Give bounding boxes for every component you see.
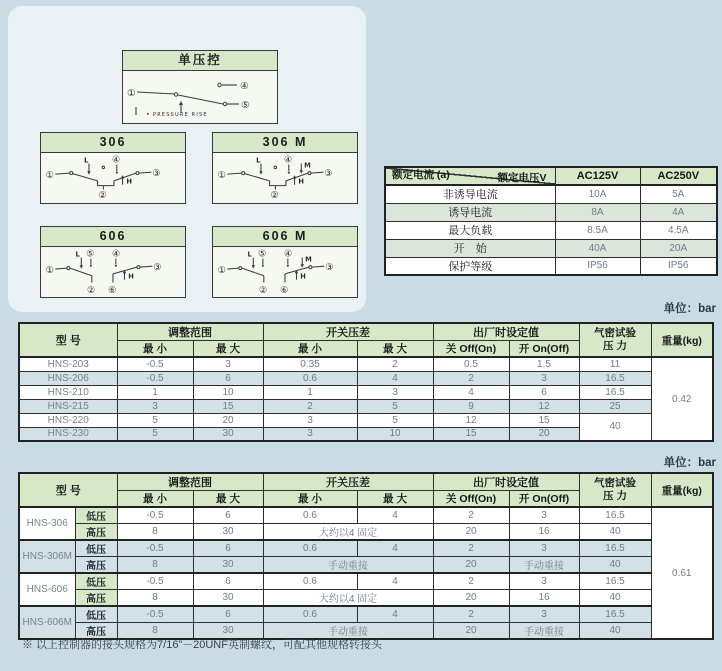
header-off: 关 Off(On) [433,491,509,508]
cell: 3 [509,606,579,623]
cell: 5 [357,413,433,427]
cell: 4 [357,540,433,557]
header-ac250v: AC250V [640,167,717,185]
footnote: ※ 以上控制器的接头规格为7/16”－20UNF英制螺纹，可配其他规格转接头 [22,639,382,651]
label-L: L [256,156,261,165]
header-on: 开 On(Off) [509,491,579,508]
cell-merged-test: 40 [579,413,651,441]
header-adjust-range: 调整范围 [117,323,263,341]
junction-dot [90,265,92,267]
cell: 6 [193,606,263,623]
cell: 10 [193,385,263,399]
cell: 8 [117,524,193,541]
cell: 4 [357,573,433,590]
subtype-low: 低压 [75,507,117,524]
contact [137,266,140,269]
model-cell: HNS-215 [19,399,117,413]
table-row [19,590,713,607]
contact [223,102,226,105]
terminal-4: ④ [284,249,293,260]
label-L: L [84,156,89,165]
header-min: 最 小 [263,341,357,358]
terminal-2: ② [259,286,268,295]
cell: 30 [193,557,263,574]
pivot-contact [174,93,177,96]
cell: 4 [357,606,433,623]
cell: 40A [555,239,640,257]
model-cell: HNS-203 [19,357,117,371]
terminal-1: ① [217,170,226,181]
terminal-3: ③ [325,263,334,274]
cell: 8 [117,623,193,640]
row-label: 开 始 [385,239,555,257]
table-row [385,257,717,275]
contact [70,172,73,175]
header-air-test-line2: 压 力 [603,490,627,502]
cell: 12 [433,413,509,427]
cell: 16 [509,590,579,607]
cell: IP56 [640,257,717,275]
cell: 15 [509,413,579,427]
diagram-title: 306 [41,133,185,153]
circuit-diagram-606 [41,247,183,295]
cell: 40 [579,524,651,541]
arrow-down-m [301,264,304,267]
label-M: M [304,161,311,170]
header-adjust-range: 调整范围 [117,473,263,491]
header-weight: 重量(kg) [651,323,713,357]
label-H: H [126,177,133,186]
terminal-3: ③ [152,169,161,180]
cell: 4 [433,385,509,399]
label-L: L [247,250,252,259]
wires [136,85,239,115]
circuit-diagram-306 [41,153,183,201]
tick [147,113,149,115]
cell: 16 [509,524,579,541]
cell: -0.5 [117,573,193,590]
table-row [19,413,713,427]
header-min: 最 小 [263,491,357,508]
contact [136,172,139,175]
cell: 2 [433,606,509,623]
header-max: 最 大 [193,341,263,358]
cell: 3 [117,399,193,413]
table-row [19,524,713,541]
cell: 6 [193,573,263,590]
header-off: 关 Off(On) [433,341,509,358]
diagram-title: 单压控 [123,51,277,71]
header-air-test-line1: 气密试验 [594,476,636,489]
terminal-5: ⑤ [86,249,95,260]
cell: 8A [555,203,640,221]
diagram-box-606m [212,226,358,298]
cell-diff-note: 大约以4 固定 [263,590,433,607]
table-row [385,221,717,239]
terminal-2: ② [87,286,96,295]
table-row [19,606,713,623]
cell: 6 [193,507,263,524]
weight-cell: 0.61 [651,507,713,639]
label-H: H [298,177,305,186]
subtype-low: 低压 [75,573,117,590]
cell: 5 [117,413,193,427]
spec-table-hns-2xx [18,322,714,442]
header-min: 最 小 [117,491,193,508]
terminal-1: ① [45,265,54,276]
arrow-down [80,265,83,268]
cell: 16.5 [579,507,651,524]
cell: 4.5A [640,221,717,239]
terminal-3: ③ [153,263,162,274]
cell: 3 [509,573,579,590]
label-L: L [75,250,80,259]
cell: 4 [357,507,433,524]
model-cell: HNS-230 [19,427,117,441]
arrow-down [259,171,262,174]
cell: 15 [193,399,263,413]
cell: 30 [193,590,263,607]
contact [102,166,104,168]
pressure-rise-note: PRESSURE RISE [153,112,208,118]
header-air-test-line1: 气密试验 [594,326,636,339]
cell: 6 [193,371,263,385]
cell: -0.5 [117,540,193,557]
terminal-5: ⑤ [241,100,250,111]
junction-dot [262,265,264,267]
model-cell: HNS-220 [19,413,117,427]
header-min: 最 小 [117,341,193,358]
weight-cell: 0.42 [651,357,713,441]
cell: -0.5 [117,357,193,371]
arrow-up [293,175,296,178]
cell: 20 [193,413,263,427]
terminal-4: ④ [112,155,121,166]
header-factory-setting: 出厂时设定值 [433,473,579,491]
cell: 20A [640,239,717,257]
cell: 3 [357,385,433,399]
header-ac125v: AC125V [555,167,640,185]
model-cell: HNS-306M [19,540,75,573]
cell: 8 [117,590,193,607]
cell: 40 [579,557,651,574]
cell: 20 [433,623,509,640]
terminal-1: ① [217,265,226,276]
header-switch-diff: 开关压差 [263,473,433,491]
cell: 10 [357,427,433,441]
model-cell: HNS-606 [19,573,75,606]
junction-dot [115,265,117,267]
terminal-2: ② [98,191,107,201]
header-air-test [579,323,651,357]
cell: 0.6 [263,371,357,385]
terminal-3: ③ [324,169,333,180]
contact [274,166,276,168]
terminal-4: ④ [240,81,249,92]
table-row [19,385,713,399]
cell: 3 [193,357,263,371]
header-rated-current: 额定电流 (a) [392,169,450,181]
cell-diff-note: 大约以4 固定 [263,524,433,541]
cell: 5 [357,399,433,413]
terminal-6: ⑥ [280,286,289,295]
cell: 12 [509,399,579,413]
cell: 25 [579,399,651,413]
cell: 0.6 [263,540,357,557]
model-cell: HNS-606M [19,606,75,639]
cell: 40 [579,590,651,607]
label-H: H [128,272,134,281]
arrow-down [87,171,90,174]
wires [55,258,152,283]
spec-table-hns-3xx-6xx [18,472,714,640]
cell: 2 [263,399,357,413]
cell: 5 [117,427,193,441]
cell: 11 [579,357,651,371]
cell: 30 [193,427,263,441]
subtype-high: 高压 [75,623,117,640]
row-label: 保护等级 [385,257,555,275]
subtype-low: 低压 [75,606,117,623]
model-cell: HNS-306 [19,507,75,540]
model-cell: HNS-206 [19,371,117,385]
table-row [19,399,713,413]
cell: 9 [433,399,509,413]
junction-dot [288,172,290,174]
cell: -0.5 [117,371,193,385]
label-H: H [300,272,306,281]
contact [242,172,245,175]
arrow-up [121,175,124,178]
table-row [19,507,713,524]
table-row [19,371,713,385]
cell: 3 [509,371,579,385]
header-max: 最 大 [193,491,263,508]
table-row [385,203,717,221]
terminal-6: ⑥ [108,286,117,295]
cell: 30 [193,524,263,541]
cell: 16.5 [579,385,651,399]
contact [308,172,311,175]
cell: 6 [193,540,263,557]
cell: 手动重接 [509,623,579,640]
cell: 20 [509,427,579,441]
cell: 2 [433,573,509,590]
cell: 0.35 [263,357,357,371]
label-M: M [305,255,312,264]
cell: 2 [433,540,509,557]
junction-dot [116,172,118,174]
diagram-box-306 [40,132,186,204]
cell-diff-note: 手动重接 [263,557,433,574]
cell: 3 [263,413,357,427]
header-row [19,473,713,491]
model-cell: HNS-210 [19,385,117,399]
diagram-title: 606 M [213,227,357,247]
cell: 3 [263,427,357,441]
cell: 20 [433,590,509,607]
table-row [385,239,717,257]
cell: IP56 [555,257,640,275]
terminal-1: ① [45,170,54,181]
header-model: 型 号 [19,473,117,507]
cell: 0.6 [263,606,357,623]
cell: 16.5 [579,540,651,557]
electrical-ratings-table [384,166,718,276]
cell: 1.5 [509,357,579,371]
cell: 16.5 [579,573,651,590]
arrow-down-m [300,170,303,173]
table-row [19,557,713,574]
subtype-low: 低压 [75,540,117,557]
diagram-title: 606 [41,227,185,247]
diagram-box-606 [40,226,186,298]
diagram-box-single-pressure [122,50,278,124]
arrow-down [252,265,255,268]
terminal-5: ⑤ [258,249,267,260]
cell: 8.5A [555,221,640,239]
circuit-diagram-606m [213,247,355,295]
junction-dot [287,265,289,267]
contact [67,267,70,270]
table-row [385,167,717,185]
header-weight: 重量(kg) [651,473,713,507]
circuit-diagram-single [123,71,275,121]
cell: 20 [433,557,509,574]
cell: 20 [433,524,509,541]
cell: 5A [640,185,717,203]
header-on: 开 On(Off) [509,341,579,358]
table-row [385,185,717,203]
terminal-4: ④ [284,155,293,166]
cell: 6 [509,385,579,399]
header-switch-diff: 开关压差 [263,323,433,341]
cell: 手动重接 [509,557,579,574]
header-model: 型 号 [19,323,117,357]
subtype-high: 高压 [75,524,117,541]
header-air-test-line2: 压 力 [603,340,627,352]
contact [309,266,312,269]
contact [218,83,221,86]
terminal-1: ① [127,88,136,99]
row-label: 诱导电流 [385,203,555,221]
header-row [19,323,713,341]
cell: 0.6 [263,573,357,590]
cell: 15 [433,427,509,441]
cell: 10A [555,185,640,203]
header-factory-setting: 出厂时设定值 [433,323,579,341]
cell: 40 [579,623,651,640]
cell: 1 [263,385,357,399]
cell: 2 [357,357,433,371]
cell: -0.5 [117,606,193,623]
cell: 0.6 [263,507,357,524]
cell: 0.5 [433,357,509,371]
header-rated-voltage: 额定电压V [497,172,547,184]
unit-label: 单位：bar [663,457,716,469]
cell: 4 [357,371,433,385]
row-label: 非诱导电流 [385,185,555,203]
unit-label: 单位：bar [663,303,716,315]
subtype-high: 高压 [75,557,117,574]
cell: 2 [433,507,509,524]
table-row [19,540,713,557]
contact [239,267,242,270]
cell: 1 [117,385,193,399]
diagonal-header-cell [385,167,555,185]
row-label: 最大负载 [385,221,555,239]
arrow-up [179,101,183,105]
header-max: 最 大 [357,341,433,358]
cell: 4A [640,203,717,221]
terminal-2: ② [270,191,279,201]
cell: -0.5 [117,507,193,524]
cell: 30 [193,623,263,640]
circuit-diagram-306m [213,153,355,201]
cell: 16.5 [579,371,651,385]
header-air-test [579,473,651,507]
cell: 16.5 [579,606,651,623]
table-row [19,357,713,371]
cell: 2 [433,371,509,385]
diagram-box-306m [212,132,358,204]
cell: 3 [509,540,579,557]
subtype-high: 高压 [75,590,117,607]
diagram-title: 306 M [213,133,357,153]
cell-diff-note: 手动重接 [263,623,433,640]
terminal-4: ④ [112,249,121,260]
table-row [19,573,713,590]
cell: 3 [509,507,579,524]
header-max: 最 大 [357,491,433,508]
cell: 8 [117,557,193,574]
